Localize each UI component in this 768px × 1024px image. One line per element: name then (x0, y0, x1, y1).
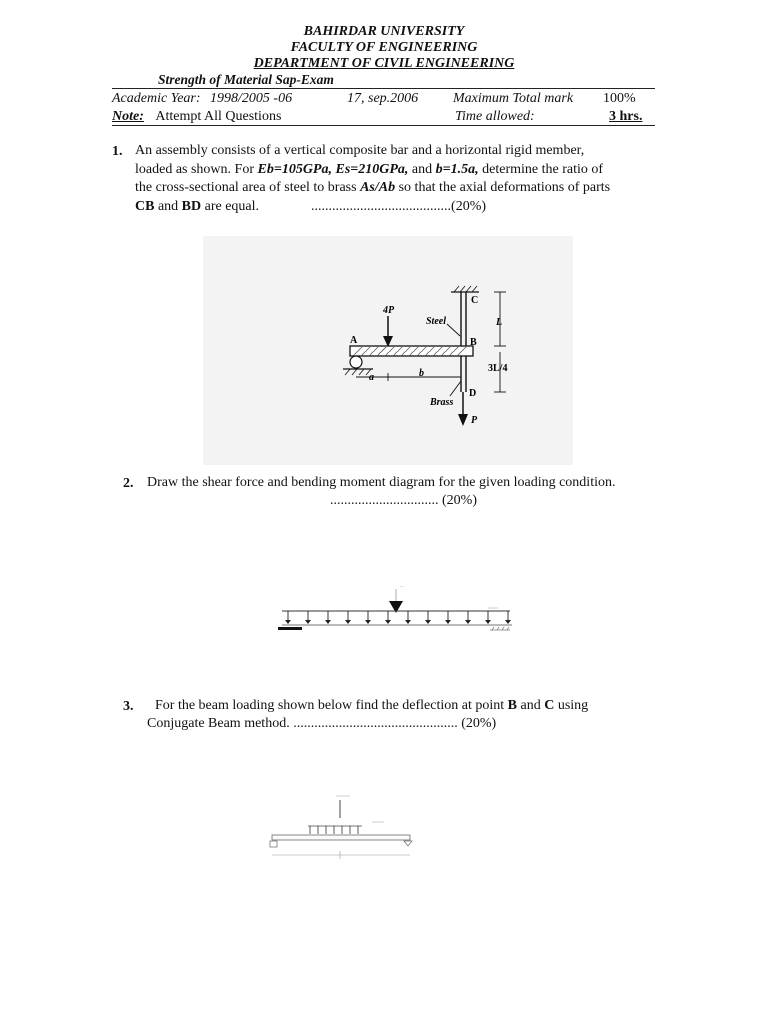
note (112, 109, 281, 125)
q1-and1: and (408, 161, 436, 177)
q1-line3-pre: the cross-sectional area of steel to brass (135, 180, 361, 195)
academic-year-label: Academic Year: (112, 91, 201, 106)
university-title: BAHIRDAR UNIVERSITY (303, 24, 465, 39)
q3-line2: Conjugate Beam method. ............................................... (20%) (147, 716, 497, 731)
q1-and2: and (154, 198, 182, 214)
q1-cb: CB (135, 198, 155, 214)
q1-eb: Eb=105GPa, (257, 161, 332, 177)
course-title: Strength of Material Sap-Exam (158, 72, 334, 87)
label-b-point: B (470, 337, 477, 348)
meta-rule (112, 125, 655, 126)
q1-line4-post: are equal. (201, 198, 260, 214)
q1-line3 (135, 179, 655, 198)
rigid-bar (350, 346, 473, 356)
q1-line1: An assembly consists of a vertical composite bar and a horizontal rigid member, (135, 143, 585, 158)
academic-year-value: 1998/2005 -06 (210, 91, 293, 106)
label-l: L (496, 317, 503, 328)
header-rule (112, 88, 655, 89)
q1-es: Es=210GPa, (335, 161, 409, 177)
q2-figure (270, 568, 520, 638)
roller-support-hatch (490, 627, 510, 630)
q3-c: C (544, 698, 555, 713)
label-3l4: 3L/4 (488, 363, 508, 374)
q3-number: 3. (123, 699, 134, 714)
academic-year (112, 91, 292, 107)
q2-text: Draw the shear force and bending moment diagram for the given loading condition. (147, 475, 616, 490)
q3-line1 (155, 697, 655, 716)
q1-line3-post: so that the axial deformations of parts (395, 180, 611, 195)
q1-line2 (135, 161, 655, 180)
department-title (0, 56, 768, 72)
label-c: C (471, 295, 479, 306)
q2-number: 2. (123, 476, 134, 491)
department-title-text: DEPARTMENT OF CIVIL ENGINEERING (253, 56, 515, 71)
label-a: A (350, 335, 358, 346)
q3-line1-pre: For the beam loading shown below find the deflection at point (155, 698, 508, 713)
label-brass: Brass (430, 397, 454, 408)
note-text: Attempt All Questions (155, 109, 282, 124)
q1-ba: b=1.5a, (435, 161, 479, 177)
q3-and: and (517, 698, 545, 713)
label-d: D (469, 388, 477, 399)
udl-arrows (288, 611, 508, 621)
q1-line2-pre: loaded as shown. For (135, 161, 258, 177)
note-label: Note: (112, 109, 144, 124)
q3-figure (262, 788, 417, 864)
q1-bd: BD (181, 198, 202, 214)
q1-marks: ........................................(20%) (311, 198, 487, 214)
q3-right-support (404, 841, 412, 846)
max-mark-label: Maximum Total mark (453, 91, 574, 106)
faculty-title: FACULTY OF ENGINEERING (290, 40, 478, 55)
q3-text (155, 697, 655, 716)
label-b-dim: b (419, 368, 424, 379)
time-allowed-label: Time allowed: (455, 109, 535, 124)
roller-support (350, 356, 362, 368)
label-steel: Steel (426, 316, 446, 327)
q2-marks: ............................... (20%) (330, 493, 477, 508)
max-mark-value: 100% (603, 91, 636, 106)
q1-line4 (135, 198, 655, 217)
q3-udl-arrows (310, 826, 358, 834)
q1-ratio: As/Ab (360, 180, 396, 195)
q1-text (135, 142, 655, 216)
q2-top-mark: — (400, 583, 404, 588)
q3-b: B (507, 698, 517, 713)
exam-date: 17, sep.2006 (347, 91, 419, 106)
time-allowed-value: 3 hrs. (609, 109, 643, 124)
udl-arrowheads (285, 620, 511, 624)
q1-line2-post: determine the ratio of (478, 161, 604, 177)
q3-line1-post: using (554, 698, 589, 713)
q3-left-support (270, 841, 277, 847)
q1-figure (203, 236, 573, 465)
fixed-support (278, 627, 302, 630)
q1-number: 1. (112, 144, 123, 159)
label-p: P (471, 415, 478, 426)
label-a-dim: a (369, 372, 374, 383)
label-4p: 4P (383, 305, 395, 316)
q3-beam (272, 835, 410, 840)
